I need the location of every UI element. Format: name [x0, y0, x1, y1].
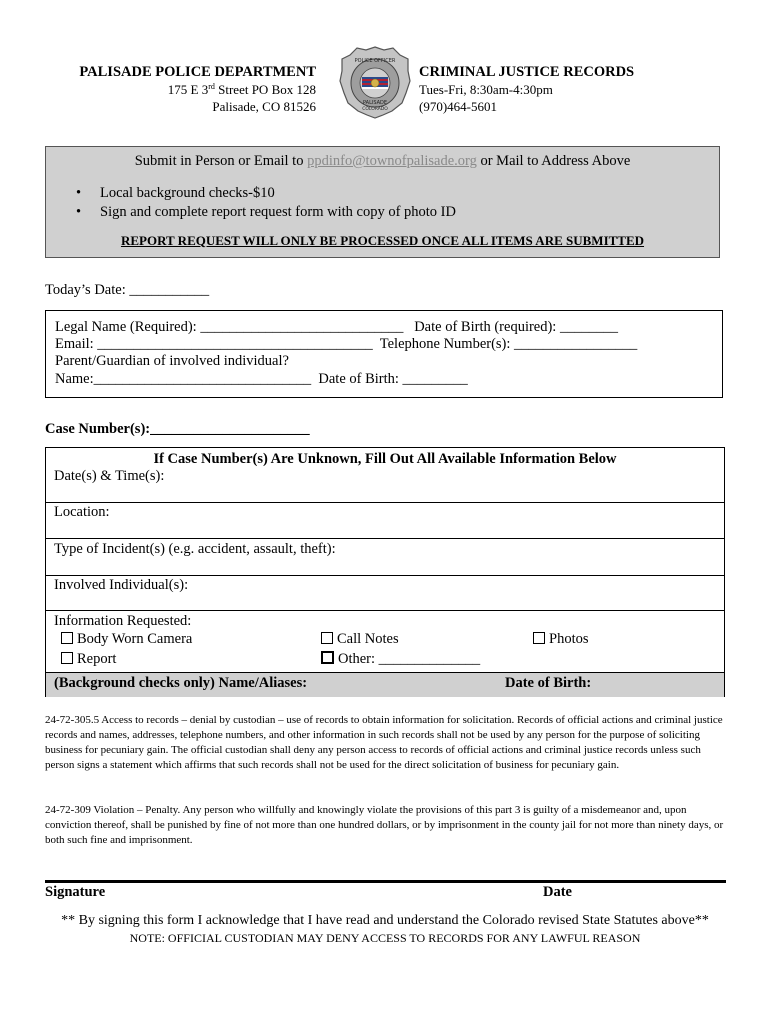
- location-label: Location:: [54, 504, 110, 520]
- records-header: [419, 64, 719, 115]
- info-requested-label: Information Requested:: [54, 613, 192, 629]
- signature-line[interactable]: [45, 880, 726, 886]
- department-address-line1: 175 E 3rd Street PO Box 128: [167, 82, 316, 97]
- badge-top-text: POLICE OFFICER: [354, 58, 396, 64]
- guardian-name-dob-row[interactable]: Name:______________________________ Date of Birth: _________: [55, 371, 468, 387]
- statute-24-72-305-5: 24-72-305.5 Access to records – denial by custodian – use of records to obtain information for solicitation. Records of official actions and criminal justice records and names, addresses, telephone numbers, and other information in such records shall not be used by any person for the purpose of soliciting business for pecuniary gain. The official custodian shall deny any person access to records of official actions and criminal justice records unless such person signs a statement which affirms that such records shall not be used for the direct solicitation of business for pecuniary gain.: [45, 714, 723, 771]
- records-title: CRIMINAL JUSTICE RECORDS: [419, 64, 635, 80]
- instruction-item: • Sign and complete report request form with copy of photo ID: [76, 203, 456, 222]
- department-header: [40, 64, 316, 115]
- department-name: PALISADE POLICE DEPARTMENT: [79, 64, 316, 80]
- signature-label: Signature: [45, 884, 106, 900]
- background-check-row: [46, 672, 724, 697]
- row-divider: [46, 672, 724, 673]
- case-info-table: [45, 447, 725, 697]
- email-phone-row[interactable]: Email: ______________________________________ Telephone Number(s): _________________: [55, 336, 638, 352]
- processing-notice: REPORT REQUEST WILL ONLY BE PROCESSED ONCE ALL ITEMS ARE SUBMITTED: [120, 233, 645, 248]
- row-divider: [46, 610, 724, 611]
- guardian-question: Parent/Guardian of involved individual?: [55, 353, 289, 369]
- checkbox-photos[interactable]: [533, 632, 545, 644]
- checkbox-call-notes[interactable]: [321, 632, 333, 644]
- background-name-aliases-label: (Background checks only) Name/Aliases:: [54, 675, 308, 691]
- incident-type-label: Type of Incident(s) (e.g. accident, assault, theft):: [54, 541, 336, 557]
- records-hours: Tues-Fri, 8:30am-4:30pm: [419, 82, 553, 97]
- option-report[interactable]: Report: [61, 651, 116, 668]
- email-link[interactable]: ppdinfo@townofpalisade.org: [307, 153, 477, 169]
- dates-times-label: Date(s) & Time(s):: [54, 468, 165, 484]
- checkbox-report[interactable]: [61, 652, 73, 664]
- statute-24-72-309: 24-72-309 Violation – Penalty. Any person who willfully and knowingly violate the provisions of this part 3 is guilty of a misdemeanor and, upon conviction thereof, shall be punished by fine of not more than one hundred dollars, or by imprisonment in the county jail for not more than ninety days, or both such fine and imprisonment.: [45, 804, 724, 846]
- option-call-notes[interactable]: Call Notes: [321, 631, 399, 648]
- involved-individuals-label: Involved Individual(s):: [54, 577, 189, 593]
- checkbox-other[interactable]: [321, 651, 334, 664]
- todays-date-field[interactable]: Today’s Date: ___________: [45, 282, 210, 298]
- case-table-header: If Case Number(s) Are Unknown, Fill Out All Available Information Below: [153, 451, 617, 467]
- records-phone: (970)464-5601: [419, 99, 497, 114]
- acknowledgement-text: ** By signing this form I acknowledge that I have read and understand the Colorado revised State Statutes above**: [61, 913, 709, 928]
- option-other[interactable]: Other: ______________: [321, 651, 480, 668]
- signature-date-label: Date: [543, 884, 572, 900]
- instruction-item: • Local background checks-$10: [76, 184, 456, 203]
- requester-info-box: [45, 310, 723, 398]
- row-divider: [46, 575, 724, 576]
- case-number-field[interactable]: Case Number(s):______________________: [45, 421, 310, 437]
- checkbox-body-worn-camera[interactable]: [61, 632, 73, 644]
- custodian-note: NOTE: OFFICIAL CUSTODIAN MAY DENY ACCESS TO RECORDS FOR ANY LAWFUL REASON: [129, 931, 641, 945]
- background-dob-label: Date of Birth:: [505, 675, 592, 691]
- instructions-list: [76, 184, 456, 222]
- row-divider: [46, 538, 724, 539]
- police-badge-logo: [338, 45, 412, 119]
- submission-instructions-box: [45, 146, 720, 258]
- badge-bottom-text-1: PALISADE: [362, 100, 388, 106]
- legal-name-dob-row[interactable]: Legal Name (Required): ____________________________ Date of Birth (required): ________: [55, 319, 618, 335]
- row-divider: [46, 502, 724, 503]
- option-photos[interactable]: Photos: [533, 631, 589, 648]
- submission-instructions-title: Submit in Person or Email to ppdinfo@townofpalisade.org or Mail to Address Above: [134, 153, 631, 169]
- option-body-worn-camera[interactable]: Body Worn Camera: [61, 631, 192, 648]
- department-address-line2: Palisade, CO 81526: [212, 99, 316, 114]
- badge-bottom-text-2: COLORADO: [362, 107, 388, 112]
